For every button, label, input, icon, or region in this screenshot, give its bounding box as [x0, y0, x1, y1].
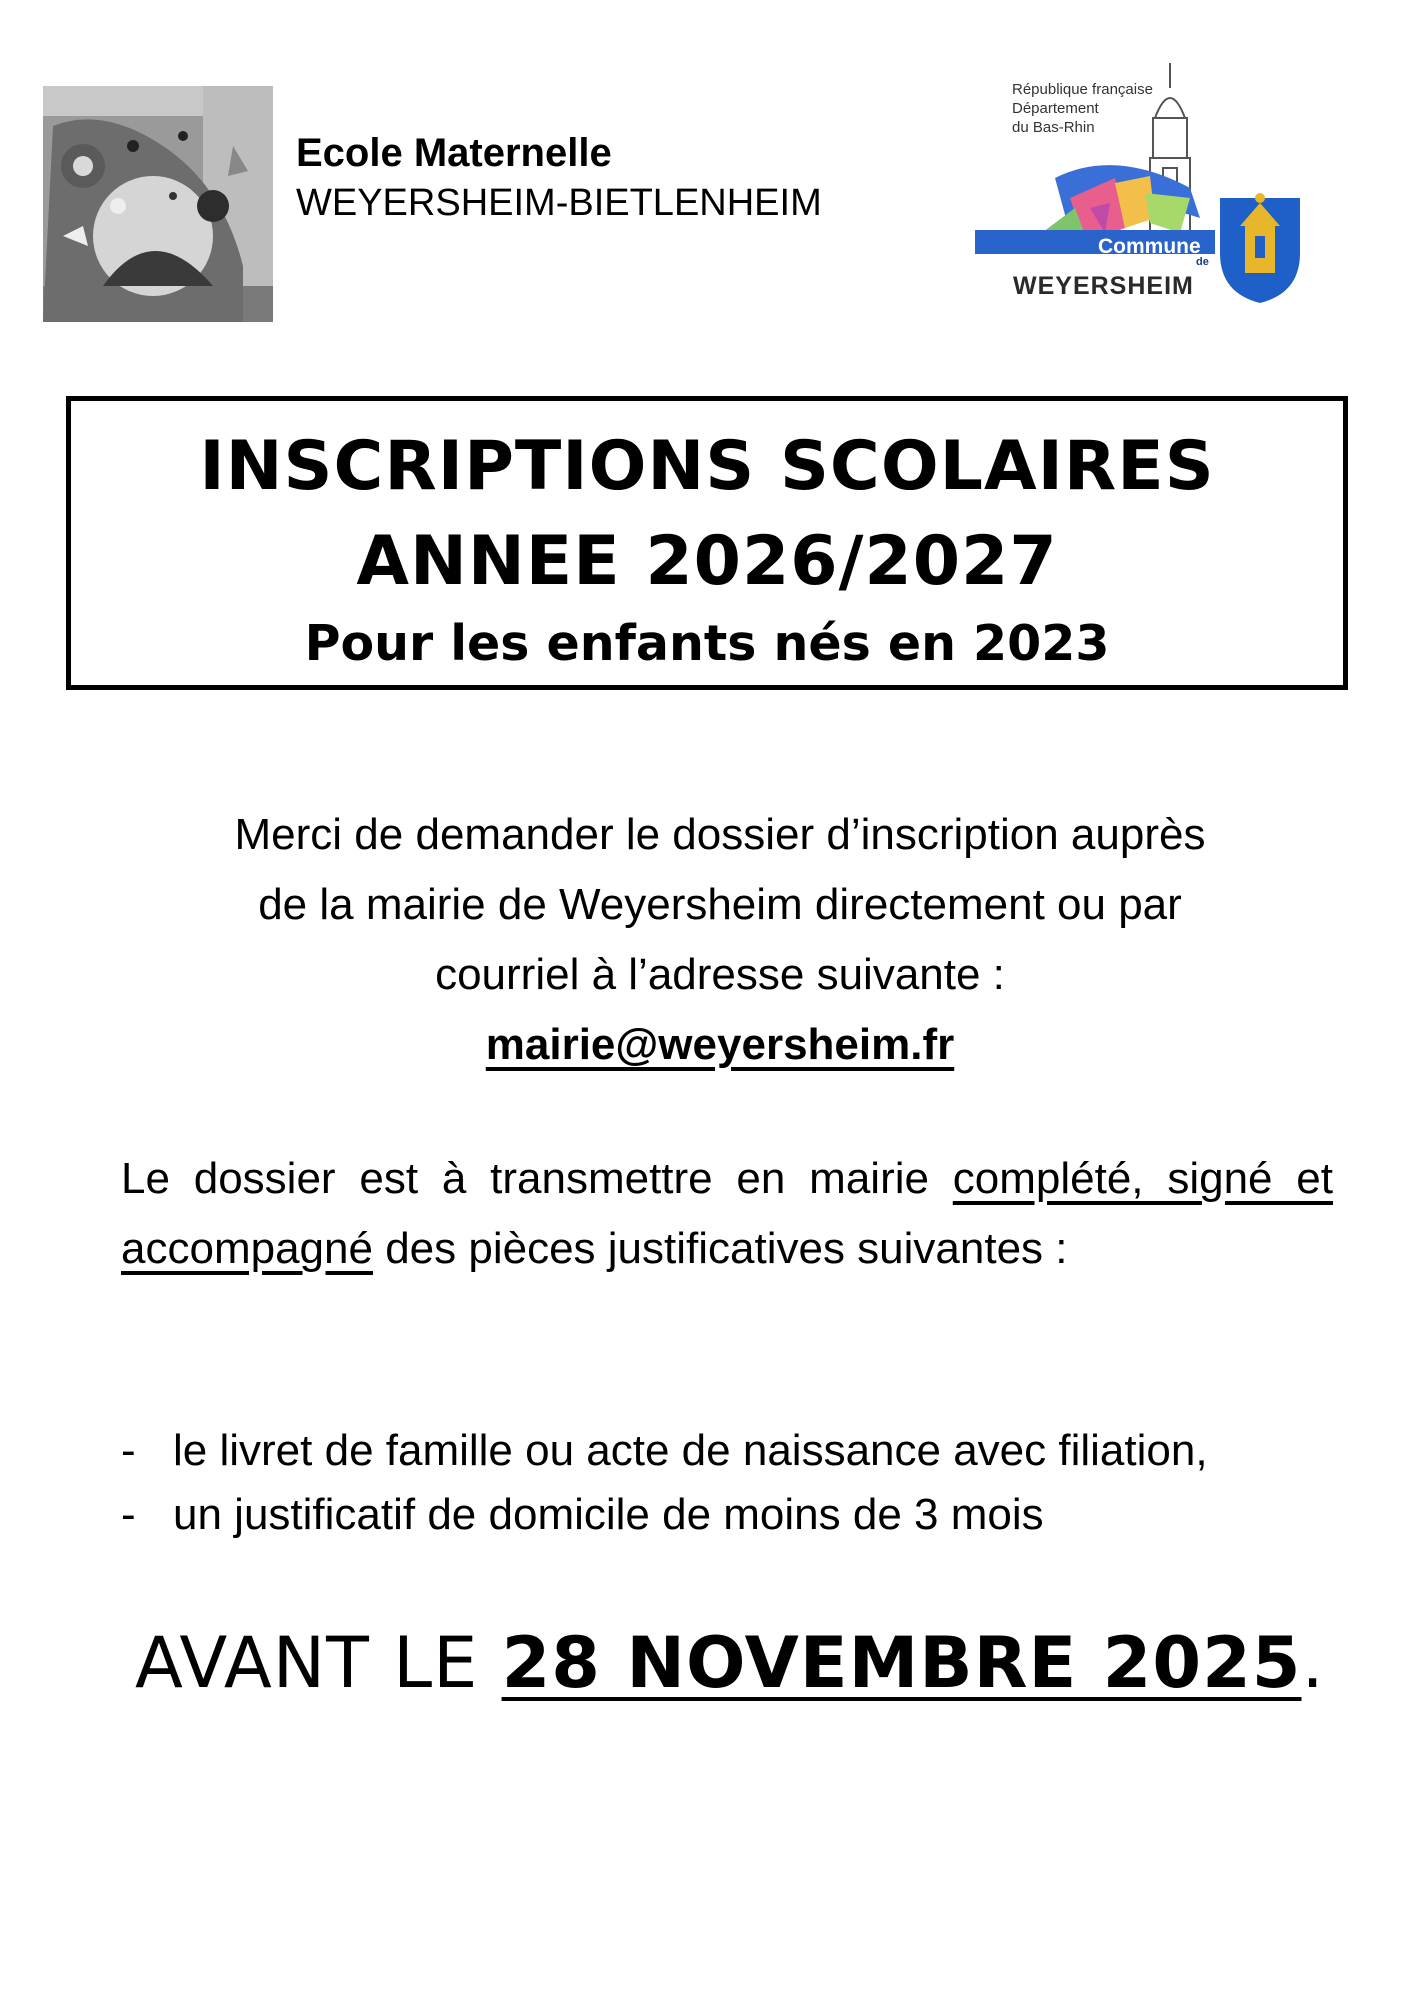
- school-mural-image: [43, 86, 273, 322]
- title-main: INSCRIPTIONS SCOLAIRES: [199, 427, 1215, 506]
- deadline: [135, 1622, 1325, 1704]
- list-item: [121, 1419, 1208, 1483]
- deadline-date: 28 NOVEMBRE 2025: [501, 1622, 1302, 1704]
- logo-de-label: de: [1196, 256, 1209, 268]
- paragraph-part-2: des pièces justificatives suivantes :: [385, 1224, 1068, 1273]
- title-year: ANNEE 2026/2027: [356, 522, 1058, 601]
- school-name: [296, 128, 822, 228]
- document-item-2: un justificatif de domicile de moins de 3 mois: [173, 1490, 1044, 1539]
- title-box: [66, 396, 1348, 690]
- paragraph-underlined: complété, signé et accompagné: [121, 1154, 1333, 1273]
- documents-list: [121, 1419, 1208, 1547]
- deadline-suffix: .: [1301, 1622, 1325, 1704]
- email-link[interactable]: mairie@weyersheim.fr: [485, 1020, 955, 1069]
- intro-line-1: Merci de demander le dossier d’inscription auprès: [234, 810, 1206, 859]
- logo-line-3: du Bas-Rhin: [1012, 119, 1095, 136]
- intro-text: [110, 800, 1330, 1080]
- deadline-prefix: AVANT LE: [135, 1622, 479, 1704]
- title-subtitle: Pour les enfants nés en 2023: [304, 615, 1110, 672]
- school-type: Ecole Maternelle: [296, 131, 612, 175]
- logo-line-1: République française: [1012, 81, 1153, 98]
- school-place: WEYERSHEIM-BIETLENHEIM: [296, 182, 822, 224]
- intro-line-3: courriel à l’adresse suivante :: [435, 950, 1005, 999]
- logo-caption: [1012, 80, 1153, 137]
- instructions-paragraph: [121, 1144, 1333, 1284]
- list-dash: -: [121, 1490, 136, 1539]
- list-dash: -: [121, 1426, 136, 1475]
- paragraph-part-1: Le dossier est à transmettre en mairie: [121, 1154, 929, 1203]
- logo-commune-label: Commune: [1098, 235, 1201, 258]
- logo-line-2: Département: [1012, 100, 1099, 117]
- list-item: [121, 1483, 1208, 1547]
- intro-line-2: de la mairie de Weyersheim directement ou par: [258, 880, 1182, 929]
- logo-city-label: WEYERSHEIM: [1013, 272, 1194, 300]
- document-item-1: le livret de famille ou acte de naissance avec filiation,: [173, 1426, 1208, 1475]
